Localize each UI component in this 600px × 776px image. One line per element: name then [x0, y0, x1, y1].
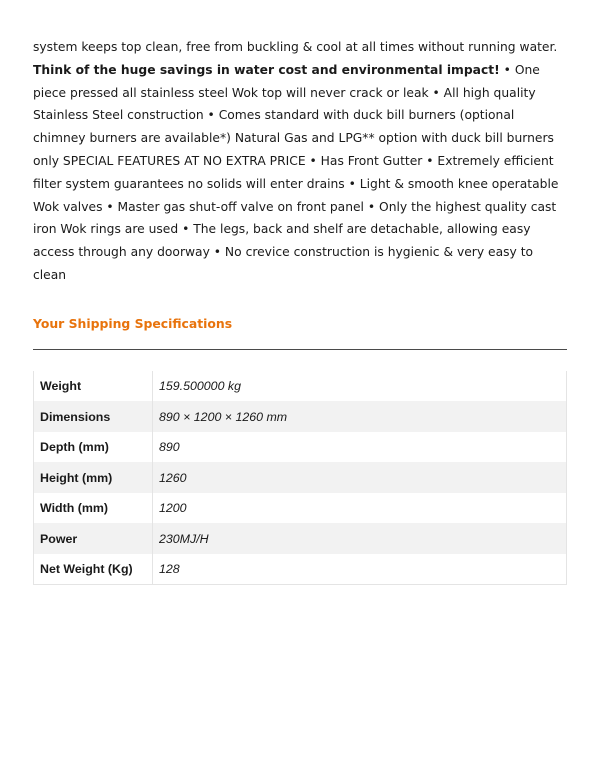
table-row [34, 493, 567, 524]
table-row [34, 523, 567, 554]
spec-value-height: 1260 [153, 462, 567, 493]
spec-value-power: 230MJ/H [153, 523, 567, 554]
spec-value-net-weight: 128 [159, 562, 180, 577]
spec-label-net-weight: Net Weight (Kg) [34, 554, 153, 585]
spec-label-power: Power [34, 523, 153, 554]
shipping-specifications-heading: Your Shipping Specifications [33, 315, 233, 331]
product-description-text [33, 36, 567, 287]
section-divider [33, 349, 567, 350]
spec-value-weight: 159.500000 kg [159, 379, 241, 394]
product-description-section [33, 0, 567, 585]
description-part-1: system keeps top clean, free from buckling & cool at all times without running water. [33, 40, 558, 54]
description-highlight: Think of the huge savings in water cost and environmental impact! [33, 62, 500, 77]
table-row [34, 371, 567, 402]
spec-value-dimensions: 890 × 1200 × 1260 mm [153, 401, 567, 432]
spec-label-height: Height (mm) [34, 462, 153, 493]
spec-label-depth: Depth (mm) [34, 432, 153, 463]
table-row [34, 432, 567, 463]
spec-label-dimensions: Dimensions [34, 401, 153, 432]
spec-label-weight: Weight [34, 371, 153, 402]
spec-value-width: 1200 [159, 501, 187, 516]
table-row [34, 401, 567, 432]
spec-value-depth: 890 [159, 440, 180, 455]
spec-label-width: Width (mm) [34, 493, 153, 524]
shipping-specifications-table [33, 371, 567, 586]
table-row [34, 554, 567, 585]
table-row [34, 462, 567, 493]
description-part-2: • One piece pressed all stainless steel Wok top will never crack or leak • All high quality Stainless Steel construction • Comes standard with duck bill burners (optional chimney burners are available*) Natural Gas and LPG** option with duck bill burners only SPECIAL FEATURES AT NO EXTRA PRICE • Has Front Gutter • Extremely efficient filter system guarantees no solids will enter drains • Light & smooth knee operatable Wok valves • Master gas shut-off valve on front panel • Only the highest quality cast iron Wok rings are used • The legs, back and shelf are detachable, allowing easy access through any doorway • No crevice construction is hygienic & very easy to clean [33, 62, 559, 282]
